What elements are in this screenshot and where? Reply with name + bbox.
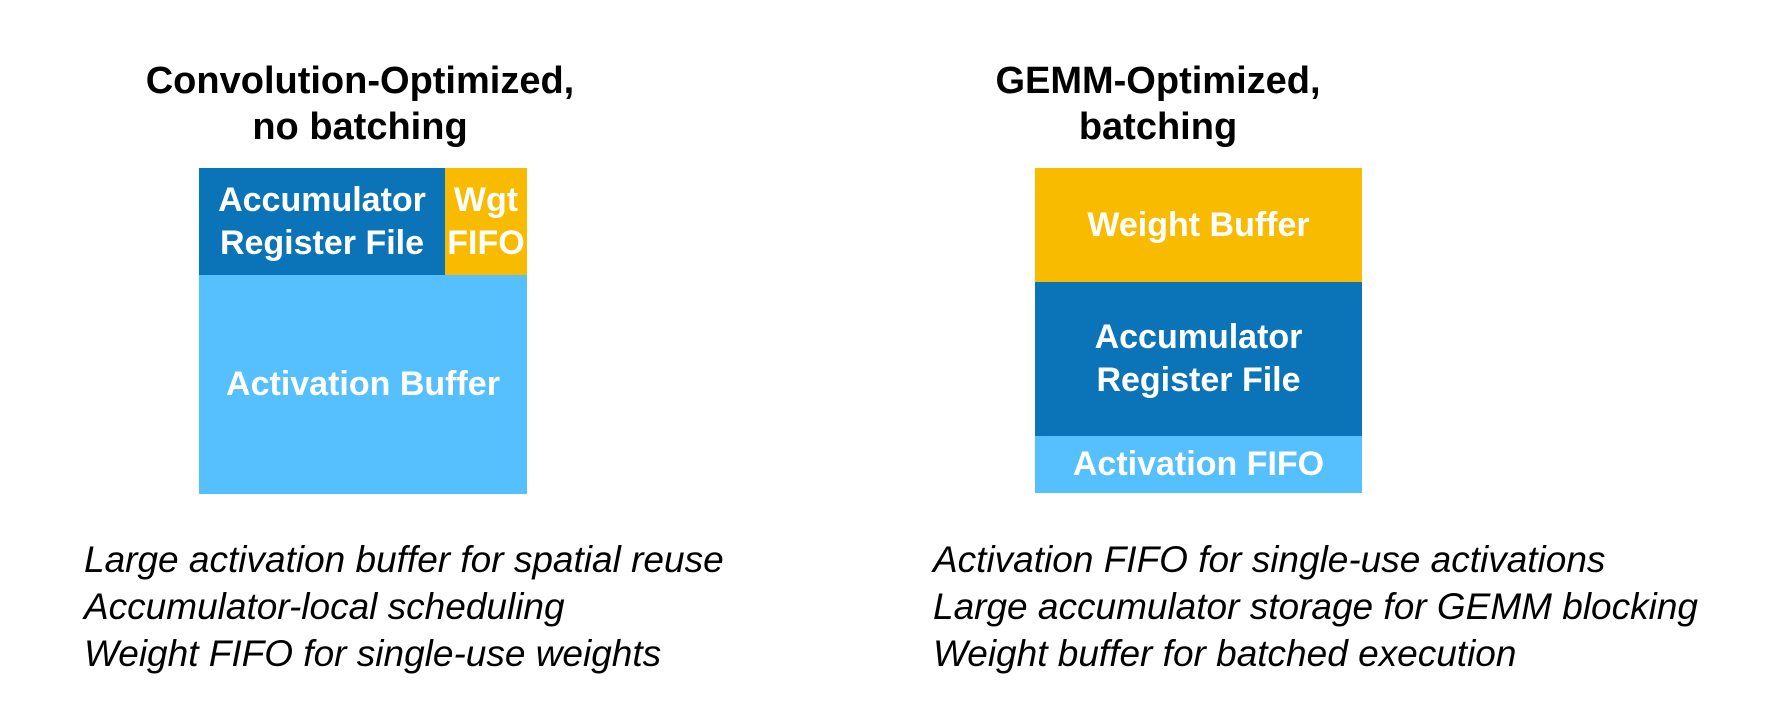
conv-optimized-panel: [0, 0, 860, 728]
note-line: Activation FIFO for single-use activations: [933, 539, 1606, 580]
block-label: Weight Buffer: [1087, 205, 1310, 244]
weight-fifo-block: [445, 168, 527, 275]
accumulator-register-file-block: [1035, 282, 1362, 436]
block-label: Accumulator: [1094, 318, 1303, 356]
gemm-optimized-notes: [933, 536, 1698, 677]
block-label: FIFO: [447, 223, 525, 262]
note-line: Large accumulator storage for GEMM blocking: [933, 586, 1699, 627]
conv-optimized-title: [60, 58, 660, 150]
note-line: Large activation buffer for spatial reuse: [84, 539, 724, 580]
block-label: Wgt: [453, 180, 519, 219]
accumulator-register-file-block: [199, 168, 445, 275]
block-label: Activation FIFO: [1072, 445, 1325, 483]
block-label: Activation Buffer: [226, 365, 500, 403]
gemm-optimized-title: [898, 58, 1418, 150]
weight-buffer-block: [1035, 168, 1362, 282]
activation-buffer-block: [199, 275, 527, 494]
conv-optimized-notes: [84, 536, 724, 677]
activation-fifo-block: [1035, 436, 1362, 493]
note-line: Weight FIFO for single-use weights: [84, 633, 662, 674]
title-line: no batching: [252, 106, 468, 148]
note-line: Weight buffer for batched execution: [933, 633, 1517, 674]
note-line: Accumulator-local scheduling: [84, 586, 565, 627]
block-label: Register File: [219, 223, 425, 262]
block-label: Accumulator: [218, 180, 426, 219]
block-label: Register File: [1096, 361, 1301, 399]
title-line: batching: [1078, 106, 1238, 148]
title-line: Convolution-Optimized,: [145, 60, 575, 102]
title-line: GEMM-Optimized,: [995, 60, 1321, 102]
gemm-optimized-panel: [860, 0, 1782, 728]
